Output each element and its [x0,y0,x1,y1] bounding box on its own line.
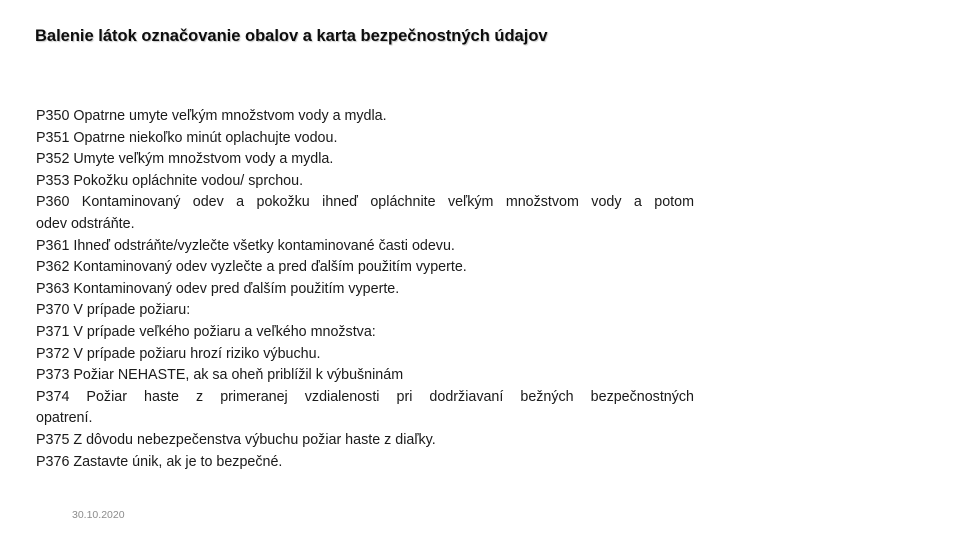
statement-line: P374 Požiar haste z primeranej vzdialenosti pri dodržiavaní bežných bezpečnostných [36,388,694,405]
statement-line: P363 Kontaminovaný odev pred ďalším použitím vyperte. [36,280,400,297]
footer-date: 30.10.2020 [72,509,125,521]
precautionary-statements-list [36,106,694,473]
statement-line: opatrení. [36,410,93,427]
statement-line: P350 Opatrne umyte veľkým množstvom vody a mydla. [36,108,387,124]
statement-line: P360 Kontaminovaný odev a pokožku ihneď opláchnite veľkým množstvom vody a potom [36,194,694,211]
statement-line: odev odstráňte. [36,215,135,232]
statement-line: P361 Ihneď odstráňte/vyzlečte všetky kontaminované časti odevu. [36,237,455,254]
slide-title: Balenie látok označovanie obalov a karta bezpečnostných údajov [35,27,548,45]
statement-line: P376 Zastavte únik, ak je to bezpečné. [36,453,283,470]
statement-line: P370 V prípade požiaru: [36,302,191,319]
statement-line: P373 Požiar NEHASTE, ak sa oheň priblížil k výbušninám [36,367,404,384]
statement-line: P372 V prípade požiaru hrozí riziko výbuchu. [36,345,321,362]
statement-line: P353 Pokožku opláchnite vodou/ sprchou. [36,172,304,189]
statement-line: P371 V prípade veľkého požiaru a veľkého množstva: [36,323,376,340]
statement-line: P351 Opatrne niekoľko minút oplachujte vodou. [36,129,338,146]
statement-line: P375 Z dôvodu nebezpečenstva výbuchu požiar haste z diaľky. [36,431,436,448]
statement-line: P362 Kontaminovaný odev vyzlečte a pred ďalším použitím vyperte. [36,259,467,276]
statement-line: P352 Umyte veľkým množstvom vody a mydla. [36,151,334,168]
